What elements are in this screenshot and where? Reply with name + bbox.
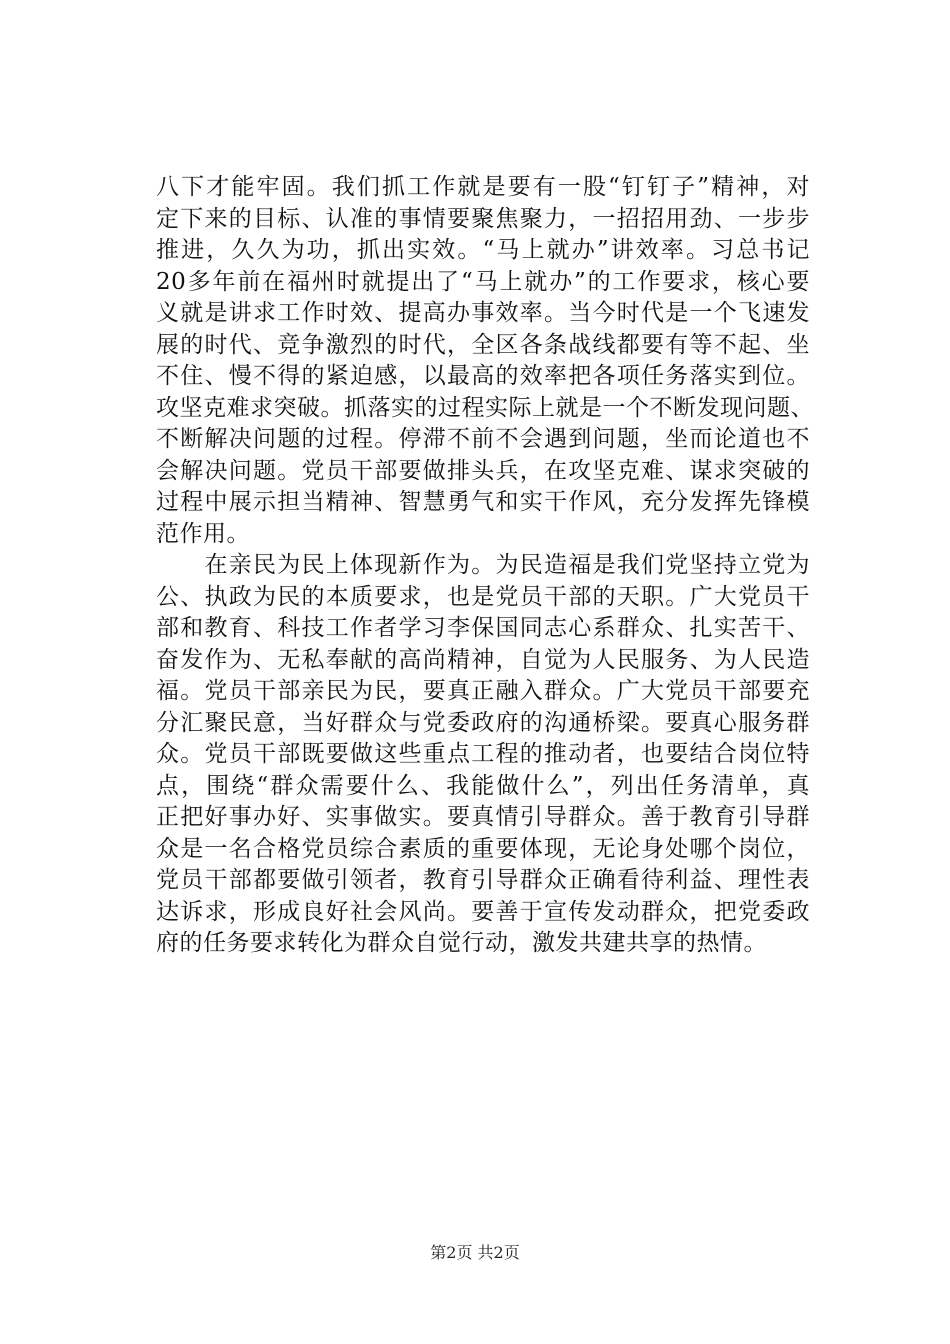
text-line: 推进，久久为功，抓出实效。“马上就办”讲效率。习总书记 xyxy=(156,237,810,263)
text-line: 不住、慢不得的紧迫感，以最高的效率把各项任务落实到位。 xyxy=(156,363,810,389)
text-line: 公、执政为民的本质要求，也是党员干部的天职。广大党员干 xyxy=(156,583,810,610)
body-text xyxy=(156,172,814,960)
text-line: 八下才能牢固。我们抓工作就是要有一股“钉钉子”精神，对 xyxy=(156,174,810,200)
text-line: 过程中展示担当精神、智慧勇气和实干作风，充分发挥先锋模 xyxy=(156,489,810,515)
text-line: 在亲民为民上体现新作为。为民造福是我们党坚持立党为 xyxy=(156,552,810,578)
text-line: 党员干部都要做引领者，教育引导群众正确看待利益、理性表 xyxy=(156,867,810,893)
text-line: 不断解决问题的过程。停滞不前不会遇到问题，坐而论道也不 xyxy=(156,426,810,452)
text-line: 定下来的目标、认准的事情要聚焦聚力，一招招用劲、一步步 xyxy=(156,205,810,232)
text-line: 点，围绕“群众需要什么、我能做什么”，列出任务清单，真 xyxy=(156,772,810,799)
page-footer xyxy=(0,1243,950,1263)
text-line: 奋发作为、无私奉献的高尚精神，自觉为人民服务、为人民造 xyxy=(156,646,810,673)
text-line: 众。党员干部既要做这些重点工程的推动者，也要结合岗位特 xyxy=(156,741,810,767)
text-line: 分汇聚民意，当好群众与党委政府的沟通桥梁。要真心服务群 xyxy=(156,709,810,736)
text-line: 攻坚克难求突破。抓落实的过程实际上就是一个不断发现问题、 xyxy=(156,394,814,421)
text-line: 达诉求，形成良好社会风尚。要善于宣传发动群众，把党委政 xyxy=(156,898,810,925)
text-line: 范作用。 xyxy=(156,520,250,547)
text-line: 众是一名合格党员综合素质的重要体现，无论身处哪个岗位， xyxy=(156,835,810,862)
text-line: 府的任务要求转化为群众自觉行动，激发共建共享的热情。 xyxy=(156,930,767,956)
text-line: 展的时代、竞争激烈的时代，全区各条战线都要有等不起、坐 xyxy=(156,331,810,358)
text-line: 福。党员干部亲民为民，要真正融入群众。广大党员干部要充 xyxy=(156,678,810,704)
page-number-label: 第2页 共2页 xyxy=(430,1243,520,1262)
text-line: 正把好事办好、实事做实。要真情引导群众。善于教育引导群 xyxy=(156,804,810,830)
text-line: 会解决问题。党员干部要做排头兵，在攻坚克难、谋求突破的 xyxy=(156,457,810,484)
text-line: 20多年前在福州时就提出了“马上就办”的工作要求，核心要 xyxy=(156,268,810,295)
text-line: 义就是讲求工作时效、提高办事效率。当今时代是一个飞速发 xyxy=(156,300,810,326)
text-line: 部和教育、科技工作者学习李保国同志心系群众、扎实苦干、 xyxy=(156,615,810,641)
